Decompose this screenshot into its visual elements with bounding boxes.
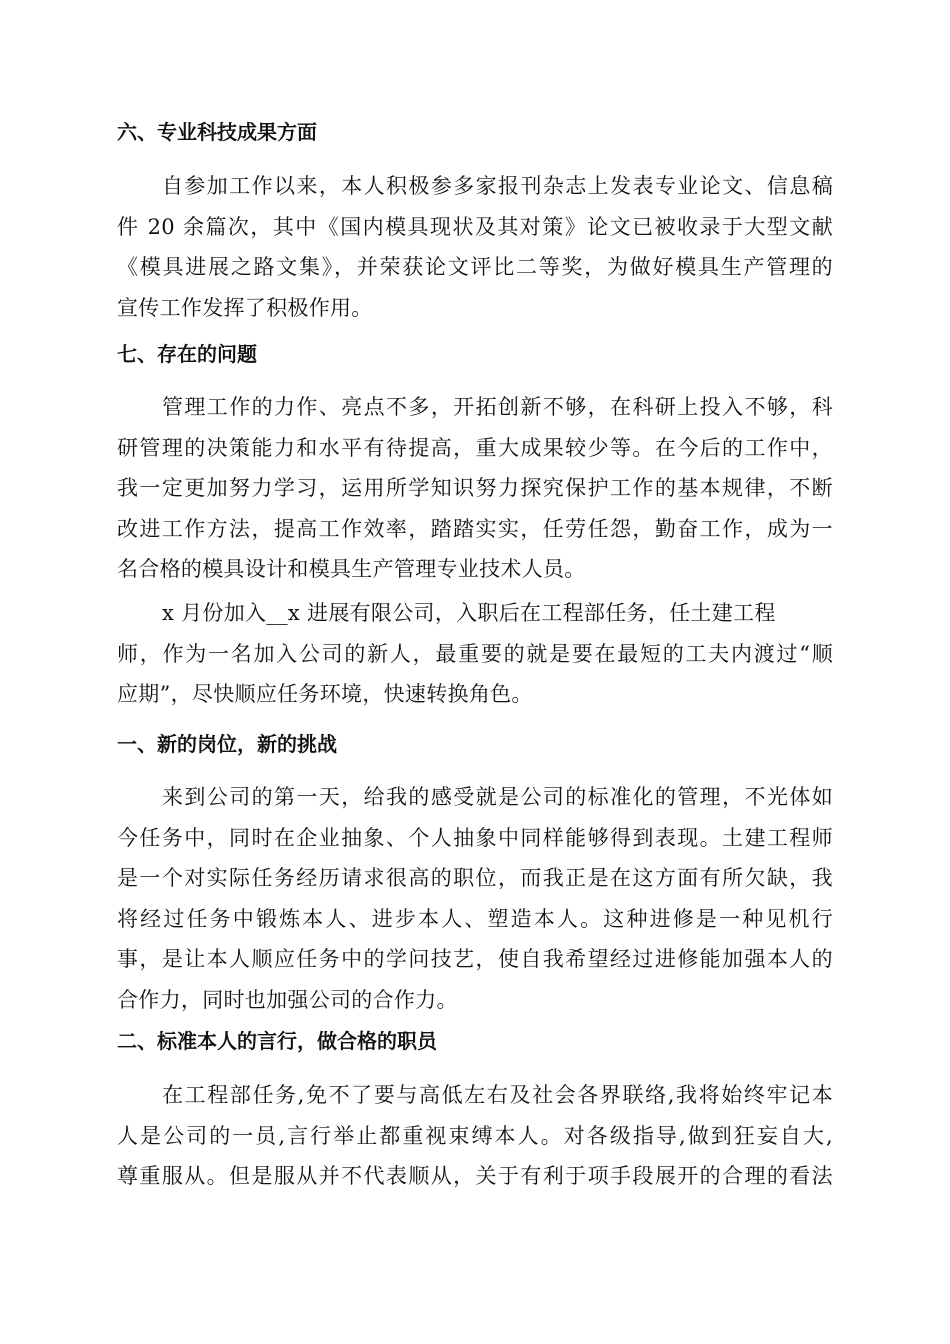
section-heading-7: 七、存在的问题 [117,342,257,366]
paragraph-line: 将经过任务中锻炼本人、进步本人、塑造本人。这种进修是一种见机行 [117,906,833,931]
paragraph-line: 来到公司的第一天，给我的感受就是公司的标准化的管理，不光体如 [162,785,833,809]
paragraph-line: 事，是让本人顺应任务中的学问技艺，使自我希望经过进修能加强本人的 [117,947,833,971]
paragraph-new-role [117,777,833,1020]
paragraph-line: 今任务中，同时在企业抽象、个人抽象中同样能够得到表现。土建工程师 [117,825,833,850]
section-heading-1: 一、新的岗位，新的挑战 [117,732,337,756]
paragraph-conduct [117,1075,833,1197]
paragraph-line: 宣传工作发挥了积极作用。 [117,295,373,320]
paragraph-line: 《模具进展之路文集》，并荣获论文评比二等奖，为做好模具生产管理的 [117,255,833,279]
paragraph-problems [117,387,833,590]
paragraph-line: x 月份加入__x 进展有限公司，入职后在工程部任务，任土建工程 [162,601,776,625]
paragraph-line: 件 20 余篇次，其中《国内模具现状及其对策》论文已被收录于大型文献 [117,214,833,239]
paragraph-line: 应期”，尽快顺应任务环境，快速转换角色。 [117,682,533,706]
paragraph-line: 研管理的决策能力和水平有待提高，重大成果较少等。在今后的工作中， [117,435,833,460]
paragraph-achievements [117,166,833,328]
paragraph-line: 师，作为一名加入公司的新人，最重要的就是要在最短的工夫内渡过“顺 [117,641,833,666]
paragraph-joining [117,593,833,715]
section-heading-2: 二、标准本人的言行，做合格的职员 [117,1029,437,1053]
section-heading-6: 六、专业科技成果方面 [117,120,317,144]
paragraph-line: 合作力，同时也加强公司的合作力。 [117,987,458,1012]
paragraph-line: 管理工作的力作、亮点不多，开拓创新不够，在科研上投入不够，科 [162,395,833,419]
paragraph-line: 尊重服从。但是服从并不代表顺从，关于有利于项手段展开的合理的看法 [117,1164,833,1188]
paragraph-line: 在工程部任务,免不了要与高低左右及社会各界联络,我将始终牢记本 [162,1083,833,1107]
paragraph-line: 人是公司的一员,言行举止都重视束缚本人。对各级指导,做到狂妄自大, [117,1123,833,1148]
paragraph-line: 自参加工作以来，本人积极参多家报刊杂志上发表专业论文、信息稿 [162,174,833,198]
paragraph-line: 是一个对实际任务经历请求很高的职位，而我正是在这方面有所欠缺，我 [117,866,833,890]
paragraph-line: 我一定更加努力学习，运用所学知识努力探究保护工作的基本规律，不断 [117,476,833,500]
paragraph-line: 名合格的模具设计和模具生产管理专业技术人员。 [117,557,586,581]
paragraph-line: 改进工作方法，提高工作效率，踏踏实实，任劳任怨，勤奋工作，成为一 [117,516,833,541]
